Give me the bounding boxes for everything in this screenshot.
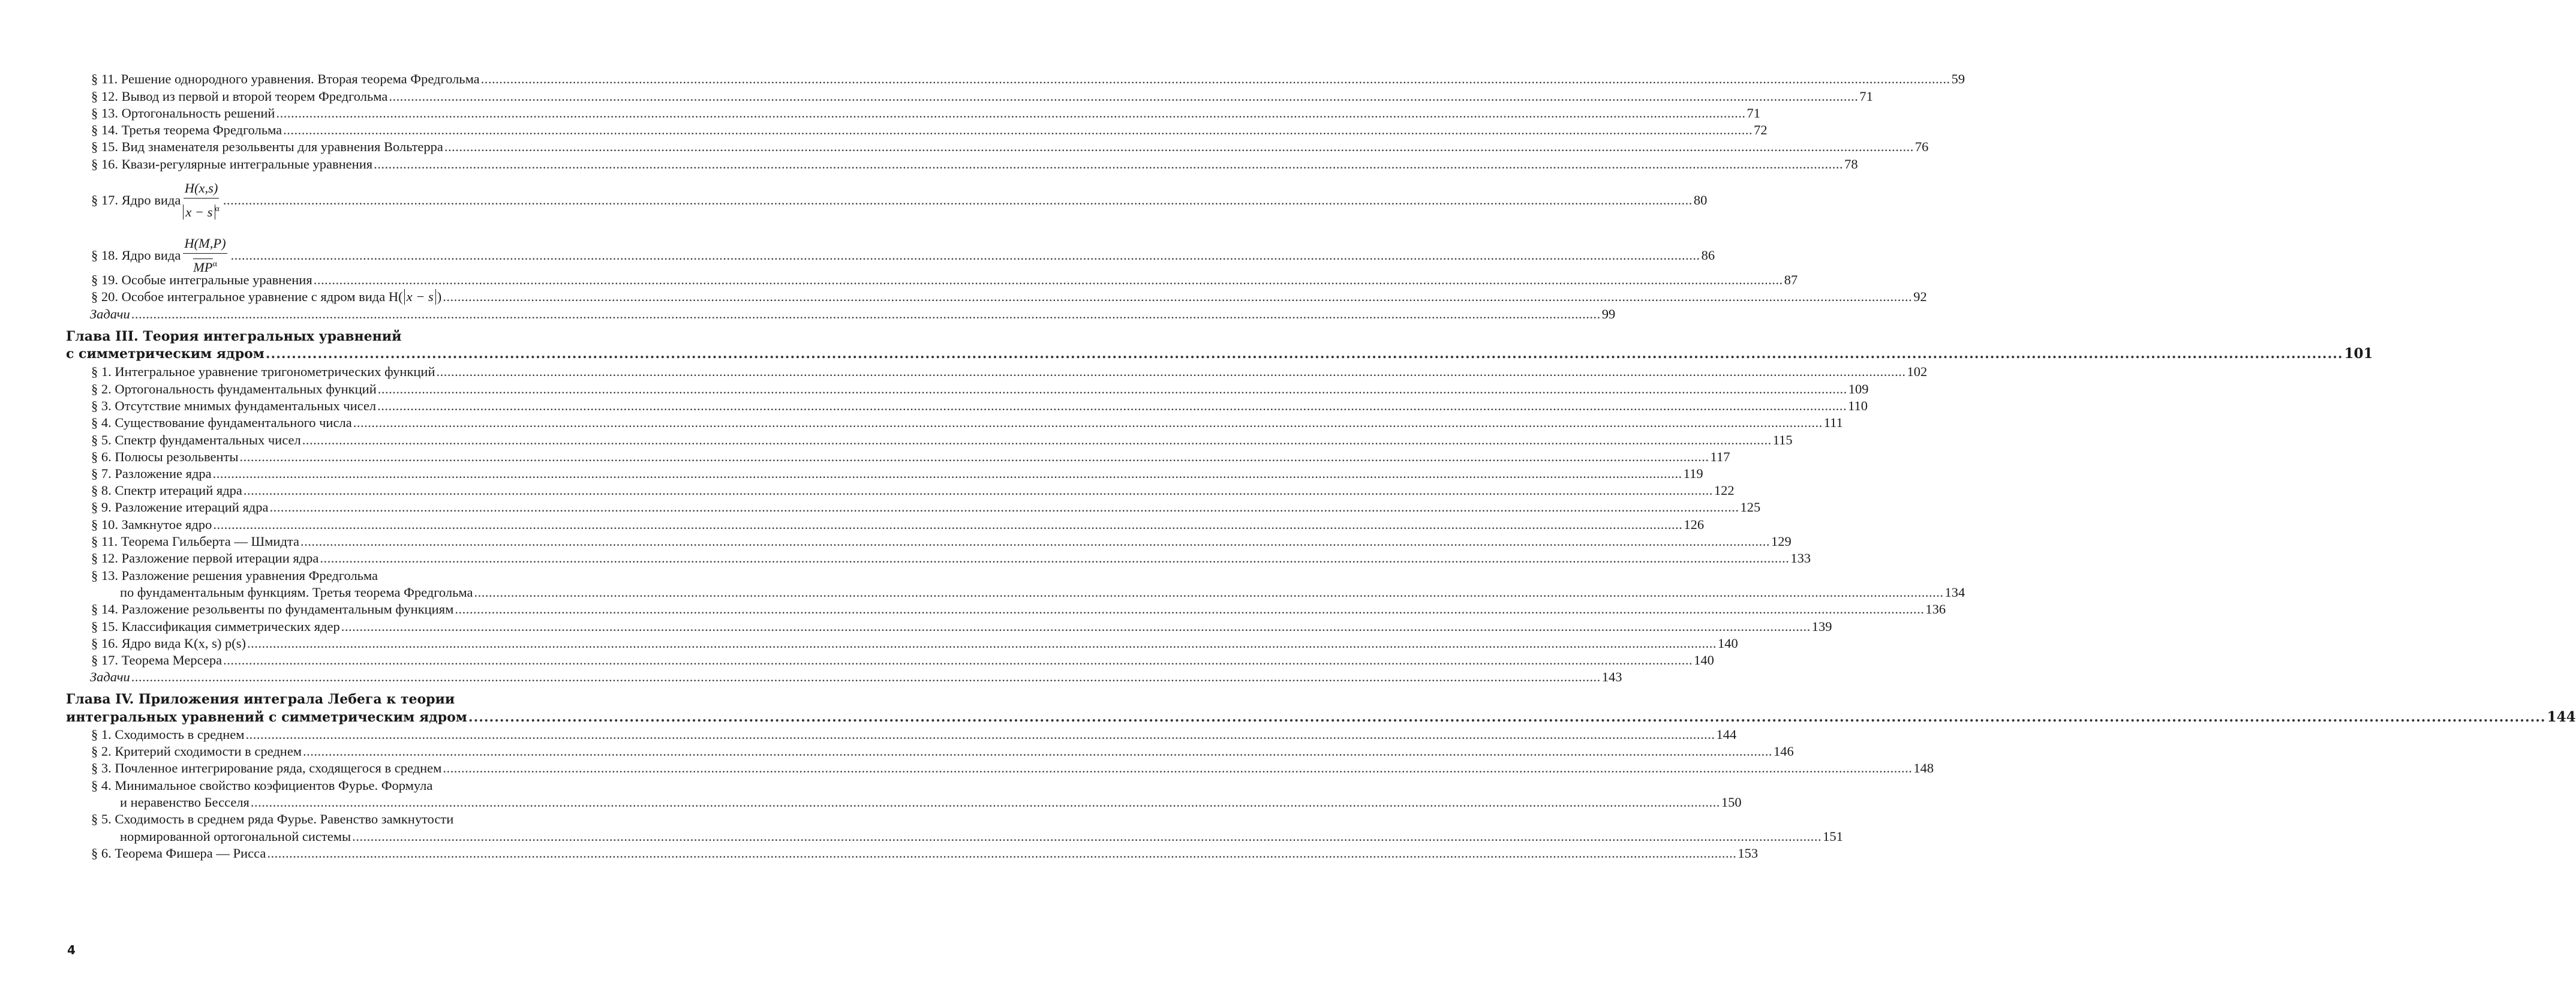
chapter-heading-line2: [66, 345, 2373, 362]
toc-entry-formula: [91, 235, 1715, 276]
entry-title: § 6. Теорема Фишера — Рисса: [91, 846, 266, 861]
abs-value: x − s: [183, 205, 215, 220]
entry-title: Глава IV. Приложения интеграла Лебега к теории: [66, 692, 455, 707]
page-ref: 126: [1684, 517, 1705, 532]
entry-title: и неравенство Бесселя: [120, 795, 250, 810]
dot-leader: ................................................................................................................................................................................................................................................................................................................................................................................................................: [267, 846, 1737, 861]
page-ref: 71: [1859, 89, 1873, 104]
page-ref: 115: [1772, 432, 1793, 447]
dot-leader: ................................................................................................................................................................................................................................................................................................................................................................................................................: [455, 602, 1925, 617]
entry-title: § 2. Ортогональность фундаментальных функций: [91, 381, 377, 396]
toc-problems-entry: [90, 306, 1616, 322]
dot-leader: ................................................................................................................................................................................................................................................................................................................................................................................................................: [352, 829, 1822, 844]
toc-entry: [91, 122, 1768, 138]
entry-title: § 8. Спектр итераций ядра: [91, 483, 242, 498]
overline-segment: MP: [193, 259, 213, 275]
toc-entry: [91, 551, 1811, 566]
page-ref: 134: [1944, 585, 1965, 600]
dot-leader: ................................................................................................................................................................................................................................................................................................................................................................................................................: [131, 306, 1601, 321]
toc-entry: [91, 619, 1832, 635]
toc-entry: [91, 602, 1946, 617]
page-ref: 140: [1718, 636, 1738, 651]
toc-entry: [91, 811, 597, 827]
dot-leader: ................................................................................................................................................................................................................................................................................................................................................................................................................: [212, 466, 1682, 481]
dot-leader: ................................................................................................................................................................................................................................................................................................................................................................................................................: [276, 106, 1746, 121]
toc-entry: [91, 157, 1858, 172]
entry-title: по фундаментальным функциям. Третья теорема Фредгольма: [120, 585, 473, 600]
entry-title: § 10. Замкнутое ядро: [91, 517, 212, 532]
page-ref: 59: [1951, 71, 1965, 86]
entry-title: § 15. Вид знаменателя резольвенты для уравнения Вольтерра: [91, 139, 443, 154]
entry-title: § 12. Разложение первой итерации ядра: [91, 551, 319, 566]
entry-title: § 1. Интегральное уравнение тригонометрических функций: [91, 364, 435, 379]
page-ref: 78: [1844, 157, 1858, 172]
entry-title: § 13. Разложение решения уравнения Фредгольма: [91, 568, 378, 583]
dot-leader: ................................................................................................................................................................................................................................................................................................................................................................................................................: [389, 89, 1859, 104]
toc-entry: [91, 517, 1705, 533]
toc-entry-formula: [91, 289, 1927, 305]
toc-entry: [91, 415, 1843, 431]
page-ref: 80: [1693, 192, 1708, 208]
page-ref: 153: [1738, 846, 1759, 861]
dot-leader: ................................................................................................................................................................................................................................................................................................................................................................................................................: [377, 381, 1847, 396]
toc-entry: [91, 71, 1965, 87]
page-ref: 151: [1823, 829, 1843, 844]
toc-entry: [91, 483, 1735, 498]
dot-leader: ................................................................................................................................................................................................................................................................................................................................................................................................................: [443, 289, 1913, 304]
dot-leader: ................................................................................................................................................................................................................................................................................................................................................................................................................: [213, 517, 1683, 532]
dot-leader: ................................................................................................................................................................................................................................................................................................................................................................................................................: [313, 272, 1783, 287]
entry-title: Глава III. Теория интегральных уравнений: [66, 329, 402, 344]
page-ref: 129: [1771, 534, 1792, 549]
page-ref: 140: [1694, 653, 1714, 668]
dot-leader: ................................................................................................................................................................................................................................................................................................................................................................................................................: [243, 483, 1713, 498]
entry-title: интегральных уравнений с симметрическим ядром: [66, 710, 467, 725]
page-ref: 99: [1601, 306, 1616, 321]
dot-leader: ................................................................................................................................................................................................................................................................................................................................................................................................................: [377, 398, 1847, 413]
dot-leader: ................................................................................................................................................................................................................................................................................................................................................................................................................: [320, 551, 1790, 566]
toc-entry: [91, 139, 1929, 155]
dot-leader: ................................................................................................................................................................................................................................................................................................................................................................................................................: [374, 157, 1844, 172]
fraction-numerator: H(x,s): [184, 180, 220, 199]
toc-problems-entry: [90, 669, 1622, 685]
toc-entry: [91, 744, 1794, 759]
page-ref: 86: [1701, 247, 1715, 263]
page-ref: 139: [1811, 619, 1832, 634]
toc-entry-continuation: [120, 585, 1965, 600]
toc-entry-formula: [91, 180, 1708, 221]
dot-leader: ................................................................................................................................................................................................................................................................................................................................................................................................................: [303, 744, 1773, 759]
entry-title: § 5. Спектр фундаментальных чисел: [91, 432, 301, 447]
chapter-heading: [66, 692, 597, 707]
toc-entry: [91, 432, 1793, 448]
entry-title: § 17. Теорема Мерсера: [91, 653, 223, 668]
chapter-heading: [66, 329, 597, 344]
page-ref: 92: [1913, 289, 1927, 304]
dot-leader: ................................................................................................................................................................................................................................................................................................................................................................................................................: [265, 346, 2343, 362]
toc-entry: [91, 364, 1928, 380]
page-ref: 110: [1848, 398, 1868, 413]
entry-title: § 17. Ядро вида: [91, 192, 181, 208]
page-ref: 76: [1914, 139, 1929, 154]
page-ref: 111: [1823, 415, 1843, 430]
dot-leader: ................................................................................................................................................................................................................................................................................................................................................................................................................: [131, 669, 1601, 684]
exponent: α: [215, 205, 220, 214]
page-ref: 148: [1913, 760, 1934, 775]
dot-leader: ................................................................................................................................................................................................................................................................................................................................................................................................................: [223, 192, 1693, 208]
dot-leader: ................................................................................................................................................................................................................................................................................................................................................................................................................: [223, 653, 1693, 668]
dot-leader: ................................................................................................................................................................................................................................................................................................................................................................................................................: [444, 139, 1914, 154]
entry-title: Задачи: [90, 306, 130, 321]
dot-leader: ................................................................................................................................................................................................................................................................................................................................................................................................................: [230, 247, 1700, 263]
entry-title: § 5. Сходимость в среднем ряда Фурье. Равенство замкнутости: [91, 811, 454, 826]
toc-entry: [91, 449, 1730, 465]
entry-title: § 11. Решение однородного уравнения. Вторая теорема Фредгольма: [91, 71, 480, 86]
page-ref: 146: [1774, 744, 1794, 759]
entry-title: § 2. Критерий сходимости в среднем: [91, 744, 302, 759]
entry-title: § 19. Особые интегральные уравнения: [91, 272, 312, 287]
page-ref: 136: [1925, 602, 1946, 617]
entry-title: § 7. Разложение ядра: [91, 466, 212, 481]
toc-entry: [91, 398, 1868, 414]
page-ref: 101: [2344, 345, 2373, 362]
dot-leader: ................................................................................................................................................................................................................................................................................................................................................................................................................: [300, 534, 1770, 549]
toc-entry: [91, 534, 1792, 549]
toc-entry: [91, 500, 1761, 515]
toc-entry: [91, 106, 1760, 121]
toc-entry: [91, 466, 1703, 482]
toc-entry: [91, 760, 1934, 776]
page-ref: 109: [1848, 381, 1869, 396]
toc-entry: [91, 846, 1759, 861]
dot-leader: ................................................................................................................................................................................................................................................................................................................................................................................................................: [480, 71, 1950, 86]
entry-title: Задачи: [90, 669, 130, 684]
dot-leader: ................................................................................................................................................................................................................................................................................................................................................................................................................: [269, 500, 1739, 515]
entry-title: нормированной ортогональной системы: [120, 829, 351, 844]
toc-entry: [91, 381, 1869, 397]
entry-title: § 16. Квази-регулярные интегральные уравнения: [91, 157, 373, 172]
fraction-denominator: [183, 199, 220, 221]
abs-value: x − s: [404, 289, 436, 305]
entry-title: § 3. Отсутствие мнимых фундаментальных чисел: [91, 398, 377, 413]
toc-entry: [91, 636, 1738, 651]
dot-leader: ................................................................................................................................................................................................................................................................................................................................................................................................................: [474, 585, 1944, 600]
page-ref: 125: [1740, 500, 1761, 515]
chapter-heading-line2: [66, 709, 2576, 725]
toc-entry-continuation: [120, 829, 1843, 844]
page-ref: 143: [1601, 669, 1622, 684]
entry-title: § 18. Ядро вида: [91, 247, 181, 263]
kernel-fraction: [183, 180, 220, 221]
page-ref: 102: [1907, 364, 1928, 379]
entry-title: § 16. Ядро вида K(x, s) p(s): [91, 636, 247, 651]
dot-leader: ................................................................................................................................................................................................................................................................................................................................................................................................................: [250, 795, 1720, 810]
closing-paren: ): [437, 289, 442, 304]
entry-title: § 14. Разложение резольвенты по фундаментальным функциям: [91, 602, 454, 617]
dot-leader: ................................................................................................................................................................................................................................................................................................................................................................................................................: [239, 449, 1709, 464]
dot-leader: ................................................................................................................................................................................................................................................................................................................................................................................................................: [443, 760, 1913, 775]
dot-leader: ................................................................................................................................................................................................................................................................................................................................................................................................................: [341, 619, 1811, 634]
toc-entry-continuation: [120, 795, 1742, 810]
toc-entry: [91, 653, 1714, 668]
fraction-numerator: H(M,P): [183, 235, 227, 254]
entry-title: § 4. Существование фундаментального числа: [91, 415, 352, 430]
page-ref: 144: [1716, 727, 1737, 742]
entry-title: § 15. Классификация симметрических ядер: [91, 619, 340, 634]
toc-entry: [91, 89, 1873, 104]
dot-leader: ................................................................................................................................................................................................................................................................................................................................................................................................................: [436, 364, 1906, 379]
dot-leader: ................................................................................................................................................................................................................................................................................................................................................................................................................: [247, 636, 1717, 651]
toc-entry: [91, 272, 1798, 288]
page-ref: 119: [1683, 466, 1703, 481]
entry-title: с симметрическим ядром: [66, 346, 264, 362]
entry-title: § 12. Вывод из первой и второй теорем Фредгольма: [91, 89, 388, 104]
entry-title: § 4. Минимальное свойство коэфициентов Фурье. Формула: [91, 778, 433, 793]
page-ref: 150: [1721, 795, 1742, 810]
exponent: α: [212, 260, 217, 269]
kernel-fraction: [183, 235, 227, 276]
page-ref: 122: [1714, 483, 1735, 498]
page-ref: 71: [1747, 106, 1760, 121]
entry-title: § 13. Ортогональность решений: [91, 106, 275, 121]
entry-title: § 6. Полюсы резольвенты: [91, 449, 239, 464]
dot-leader: ................................................................................................................................................................................................................................................................................................................................................................................................................: [468, 710, 2546, 725]
entry-title: § 9. Разложение итераций ядра: [91, 500, 269, 515]
dot-leader: ................................................................................................................................................................................................................................................................................................................................................................................................................: [283, 122, 1753, 137]
toc-entry: [91, 727, 1737, 743]
entry-title: § 20. Особое интегральное уравнение с ядром вида H(: [91, 289, 403, 304]
page-ref: 117: [1710, 449, 1730, 464]
entry-title: § 1. Сходимость в среднем: [91, 727, 245, 742]
page-number: 4: [67, 943, 76, 957]
page-ref: 144: [2547, 709, 2576, 725]
page-ref: 133: [1790, 551, 1811, 566]
dot-leader: ................................................................................................................................................................................................................................................................................................................................................................................................................: [245, 727, 1715, 742]
page-ref: 72: [1754, 122, 1768, 137]
dot-leader: ................................................................................................................................................................................................................................................................................................................................................................................................................: [353, 415, 1823, 430]
entry-title: § 14. Третья теорема Фредгольма: [91, 122, 282, 137]
entry-title: § 3. Почленное интегрирование ряда, сходящегося в среднем: [91, 760, 442, 775]
toc-entry: [91, 778, 597, 793]
dot-leader: ................................................................................................................................................................................................................................................................................................................................................................................................................: [302, 432, 1772, 447]
toc-entry: [91, 568, 597, 584]
entry-title: § 11. Теорема Гильберта — Шмидта: [91, 534, 299, 549]
page-ref: 87: [1784, 272, 1798, 287]
